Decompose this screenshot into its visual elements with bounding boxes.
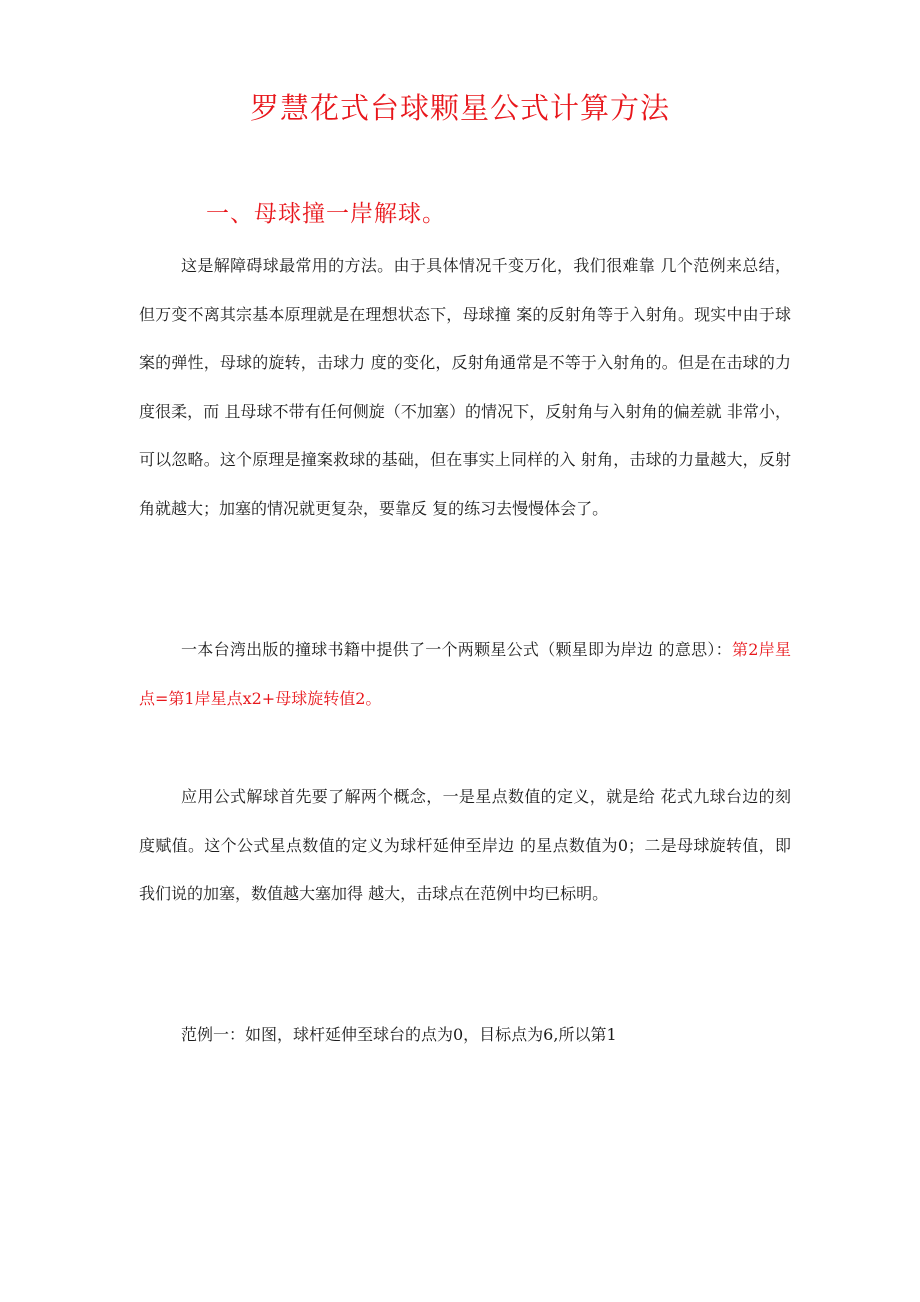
paragraph-formula — [139, 626, 791, 723]
paragraph-example-1: 范例一：如图，球杆延伸至球台的点为0，目标点为6,所以第1 — [181, 1025, 617, 1044]
document-title: 罗慧花式台球颗星公式计算方法 — [249, 91, 670, 125]
paragraph-principle: 这是解障碍球最常用的方法。由于具体情况千变万化，我们很难靠 几个范例来总结，但万变不离其宗基本原理就是在理想状态下，母球撞 案的反射角等于入射角。现实中由于球案的弹性，母球的旋转，击球力 度的变化，反射角通常是不等于入射角的。但是在击球的力度很柔，而 且母球不带有任何侧旋（不加塞）的情况下，反射角与入射角的偏差就 非常小，可以忽略。这个原理是撞案救球的基础，但在事实上同样的入 射角，击球的力量越大，反射角就越大；加塞的情况就更复杂，要靠反 复的练习去慢慢体会了。 — [139, 256, 791, 518]
section-heading-1: 一、母球撞一岸解球。 — [206, 201, 446, 227]
formula-text: 第2岸星点=第1岸星点x2+母球旋转值2。 — [139, 640, 791, 708]
paragraph-concepts: 应用公式解球首先要了解两个概念，一是星点数值的定义，就是给 花式九球台边的刻度赋值。这个公式星点数值的定义为球杆延伸至岸边 的星点数值为0；二是母球旋转值，即我们说的加塞，数值越大塞加得 越大，击球点在范例中均已标明。 — [139, 787, 791, 903]
formula-intro-text: 一本台湾出版的撞球书籍中提供了一个两颗星公式（颗星即为岸边 的意思）： — [181, 640, 732, 659]
